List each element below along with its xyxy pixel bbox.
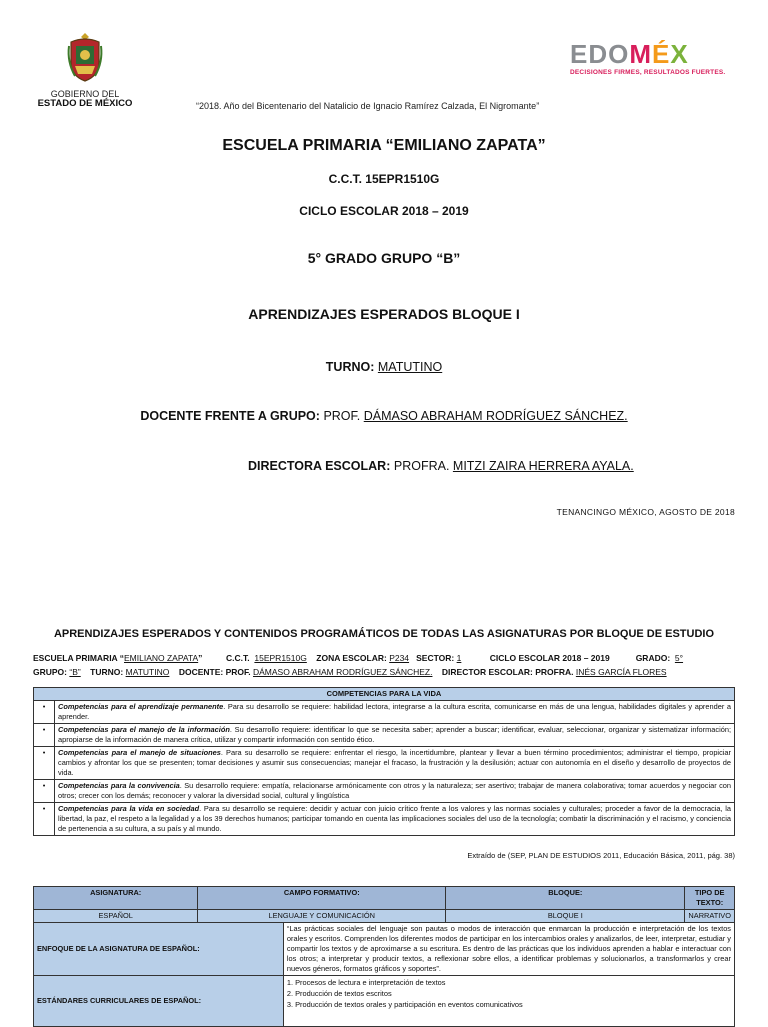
directora-value: MITZI ZAIRA HERRERA AYALA. [452,459,634,473]
table-row: • Competencias para el manejo de la información. Su desarrollo requiere: identificar lo que se necesita saber; aprender a buscar; identificar, evaluar, seleccionar, organizar y sistematizar información; apropiarse de la información de manera crítica, utilizar y compartir información con sentido ético. [34,724,735,747]
table-row [34,976,735,1027]
competencias-header: COMPETENCIAS PARA LA VIDA [34,688,735,701]
bullet-icon: • [34,747,55,780]
coat-of-arms-icon [65,32,105,82]
bullet-icon: • [34,701,55,724]
asignatura-table [33,886,735,1027]
docente-value: DÁMASO ABRAHAM RODRÍGUEZ SÁNCHEZ. [363,409,628,423]
info-line-1: ESCUELA PRIMARIA “EMILIANO ZAPATA” C.C.T. 15EPR1510G ZONA ESCOLAR: P234 SECTOR: 1 CICLO ESCOLAR 2018 – 2019 GRADO: 5° [33,653,684,663]
gov-line2: ESTADO DE MÉXICO [37,98,133,109]
table-header-row: ASIGNATURA: CAMPO FORMATIVO: BLOQUE: TIPO DE TEXTO: [34,887,735,910]
motto-line: “2018. Año del Bicentenario del Natalicio de Ignacio Ramírez Calzada, El Nigromante” [196,101,540,111]
table-row [34,923,735,976]
gobierno-logo [30,32,140,109]
bullet-icon: • [34,780,55,803]
gov-line1: GOBIERNO DEL [50,89,120,99]
bullet-icon: • [34,724,55,747]
table-row: • Competencias para la convivencia. Su desarrollo requiere: empatía, relacionarse armónicamente con otros y la naturaleza; ser asertivo; trabajar de manera colaborativa; tomar acuerdos y negociar con otros; crecer con los demás; reconocer y valorar la diversidad social, cultural y lingüística [34,780,735,803]
edomex-logo [570,40,740,76]
bullet-icon: • [34,803,55,836]
aprendizajes-title: APRENDIZAJES ESPERADOS BLOQUE I [248,306,520,322]
grado-line: 5° GRADO GRUPO “B” [307,250,461,266]
cct-line: C.C.T. 15EPR1510G [328,172,440,186]
list-item: 2. Producción de textos escritos [286,989,392,998]
enfoque-text: “Las prácticas sociales del lenguaje son pautas o modos de interacción que enmarcan la producción e interpretación de los textos orales y escritos. Comprenden los diferentes modos de participar en los intercambios orales y analizarlos, de leer, interpretar, estudiar y compartir los textos y de aproximarse a su escritura. Es dentro de las prácticas que los individuos aprenden a hablar e interactuar con los otros; a interpretar y producir textos, a reflexionar sobre ellos, a identificar problemas y solucionarlos, a transformarlos y crear nuevos géneros, formatos gráficos y soportes”. [283,923,734,976]
table-row: • Competencias para el aprendizaje permanente. Para su desarrollo se requiere: habilidad lectora, integrarse a la cultura escrita, comunicarse en más de una lengua, habilidades digitales y aprender a aprender. [34,701,735,724]
place-date: TENANCINGO MÉXICO, AGOSTO DE 2018 [556,507,735,517]
list-item: 3. Producción de textos orales y participación en eventos comunicativos [286,1000,523,1009]
turno-line: TURNO: MATUTINO [325,360,443,374]
competencias-table [33,687,735,836]
edomex-tagline: DECISIONES FIRMES, RESULTADOS FUERTES. [570,69,726,76]
table-row: ESPAÑOL LENGUAJE Y COMUNICACIÓN BLOQUE I NARRATIVO [34,910,735,923]
ciclo-line: CICLO ESCOLAR 2018 – 2019 [299,204,469,218]
docente-line: DOCENTE FRENTE A GRUPO: PROF. DÁMASO ABRAHAM RODRÍGUEZ SÁNCHEZ. [140,409,628,423]
edomex-wordmark: EDOMÉX [570,39,689,69]
estandares-list [283,976,734,1027]
enfoque-label: ENFOQUE DE LA ASIGNATURA DE ESPAÑOL: [34,923,284,976]
table-row: • Competencias para el manejo de situaciones. Para su desarrollo se requiere: enfrentar el riesgo, la incertidumbre, plantear y llevar a buen término procedimientos; administrar el tiempo, propiciar cambios y afrontar los que se presenten; tomar decisiones y asumir sus consecuencias; manejar el fracaso, la frustración y la desilusión; actuar con autonomía en el diseño y desarrollo de proyectos de vida. [34,747,735,780]
section-title: APRENDIZAJES ESPERADOS Y CONTENIDOS PROGRAMÁTICOS DE TODAS LAS ASIGNATURAS POR BLOQUE DE ESTUDIO [53,628,715,640]
table-row: • Competencias para la vida en sociedad. Para su desarrollo se requiere: decidir y actuar con juicio crítico frente a los valores y las normas sociales y culturales; proceder a favor de la democracia, la libertad, la paz, el respeto a la legalidad y a los 39 derechos humanos; participar tomando en cuenta las implicaciones sociales del uso de la tecnología; combatir la discriminación y el racismo, y conciencia de pertenencia a su cultura, a su país y al mundo. [34,803,735,836]
list-item: 1. Procesos de lectura e interpretación de textos [286,978,446,987]
source-citation: Extraído de (SEP, PLAN DE ESTUDIOS 2011, Educación Básica, 2011, pág. 38) [467,851,735,860]
school-title: ESCUELA PRIMARIA “EMILIANO ZAPATA” [222,137,546,154]
estandares-label: ESTÁNDARES CURRICULARES DE ESPAÑOL: [34,976,284,1027]
turno-value: MATUTINO [377,360,443,374]
directora-line: DIRECTORA ESCOLAR: PROFRA. MITZI ZAIRA HERRERA AYALA. [248,459,634,473]
info-line-2: GRUPO: “B” TURNO: MATUTINO DOCENTE: PROF. DÁMASO ABRAHAM RODRÍGUEZ SÁNCHEZ. DIRECTOR ESCOLAR: PROFRA. INÉS GARCÍA FLORES [33,667,667,677]
